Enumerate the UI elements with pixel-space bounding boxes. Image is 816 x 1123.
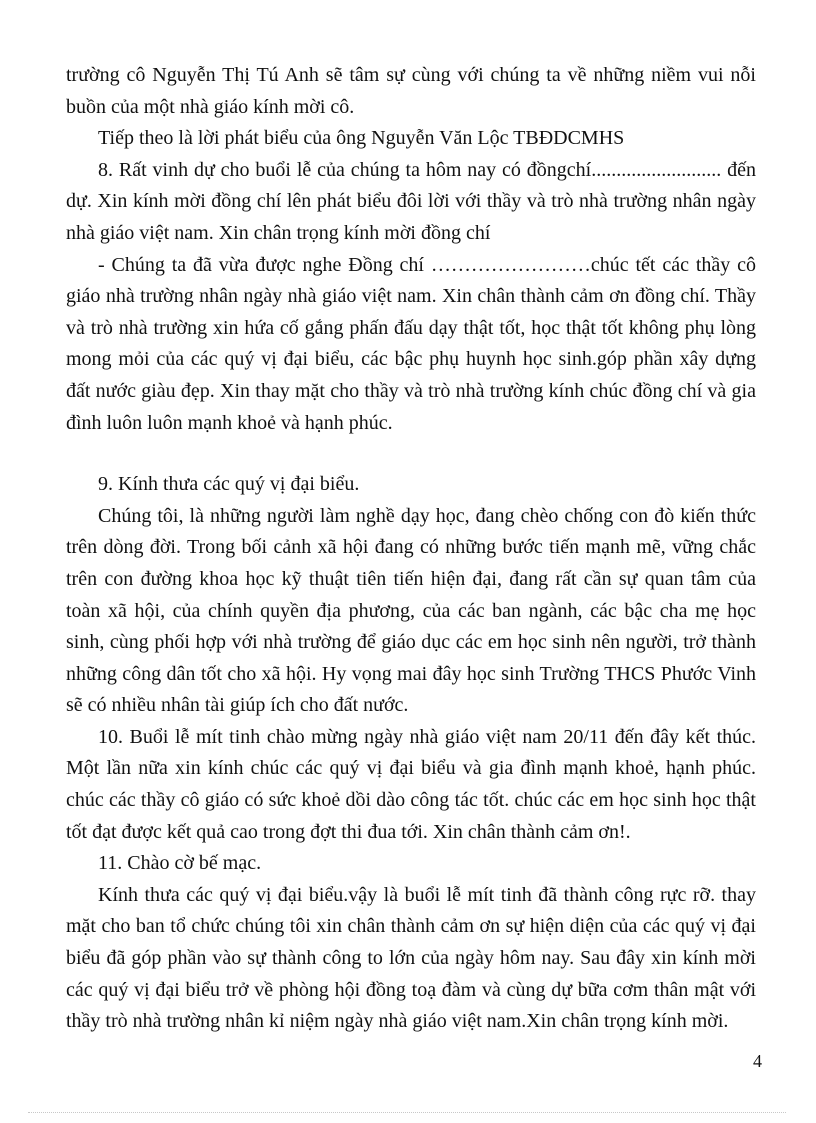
paragraph-item-10: 10. Buổi lễ mít tinh chào mừng ngày nhà giáo việt nam 20/11 đến đây kết thúc. Một lần nữa xin kính chúc các quý vị đại biểu và gia đình mạnh khoẻ, hạnh phúc. chúc các thầy cô giáo có sức khoẻ dồi dào công tác tốt. chúc các em học sinh học thật tốt đạt được kết quả cao trong đợt thi đua tới. Xin chân thành cảm ơn!.	[66, 725, 756, 843]
page-bottom-divider	[28, 1112, 786, 1113]
paragraph-item-8: 8. Rất vinh dự cho buổi lễ của chúng ta hôm nay có đồngchí.......................... đến dự. Xin kính mời đồng chí lên phát biểu đôi lời với thầy và trò nhà trường nhân ngày nhà giáo việt nam. Xin chân trọng kính mời đồng chí	[66, 158, 756, 244]
document-body	[66, 60, 756, 1038]
paragraph-teachers-message: Chúng tôi, là những người làm nghề dạy học, đang chèo chống con đò kiến thức trên dòng đời. Trong bối cảnh xã hội đang có những bước tiến mạnh mẽ, vững chắc trên con đường khoa học kỹ thuật tiên tiến hiện đại, đang rất cần sự quan tâm của toàn xã hội, của chính quyền địa phương, của các ban ngành, các bậc cha mẹ học sinh, cùng phối hợp với nhà trường để giáo dục các em học sinh nên người, trở thành những công dân tốt cho xã hội. Hy vọng mai đây học sinh Trường THCS Phước Vinh sẽ có nhiều nhân tài giúp ích cho đất nước.	[66, 504, 756, 717]
paragraph-thanks-comrade: - Chúng ta đã vừa được nghe Đồng chí ……………………chúc tết các thầy cô giáo nhà trường nhân ngày nhà giáo việt nam. Xin chân thành cảm ơn đồng chí. Thầy và trò nhà trường xin hứa cố gắng phấn đấu dạy thật tốt, học thật tốt không phụ lòng mong mỏi của các quý vị đại biểu, các bậc phụ huynh học sinh.góp phần xây dựng đất nước giàu đẹp. Xin thay mặt cho thầy và trò nhà trường kính chúc đồng chí và gia đình luôn luôn mạnh khoẻ và hạnh phúc.	[66, 253, 756, 434]
page-number: 4	[753, 1051, 762, 1071]
paragraph-teacher-sharing: trường cô Nguyễn Thị Tú Anh sẽ tâm sự cùng với chúng ta về những niềm vui nỗi buồn của một nhà giáo kính mời cô.	[66, 64, 756, 118]
paragraph-parent-speech: Tiếp theo là lời phát biểu của ông Nguyễn Văn Lộc TBĐDCMHS	[98, 127, 625, 150]
paragraph-item-11: 11. Chào cờ bế mạc.	[98, 852, 262, 875]
paragraph-item-9: 9. Kính thưa các quý vị đại biểu.	[98, 473, 360, 496]
paragraph-closing: Kính thưa các quý vị đại biểu.vậy là buổi lễ mít tinh đã thành công rực rỡ. thay mặt cho ban tổ chức chúng tôi xin chân thành cảm ơn sự hiện diện của các quý vị đại biểu đã góp phần vào sự thành công to lớn của ngày hôm nay. Sau đây xin kính mời các quý vị đại biểu trở về phòng hội đồng toạ đàm và cùng dự bữa cơm thân mật với thầy trò nhà trường nhân kỉ niệm ngày nhà giáo việt nam.Xin chân trọng kính mời.	[66, 883, 756, 1033]
